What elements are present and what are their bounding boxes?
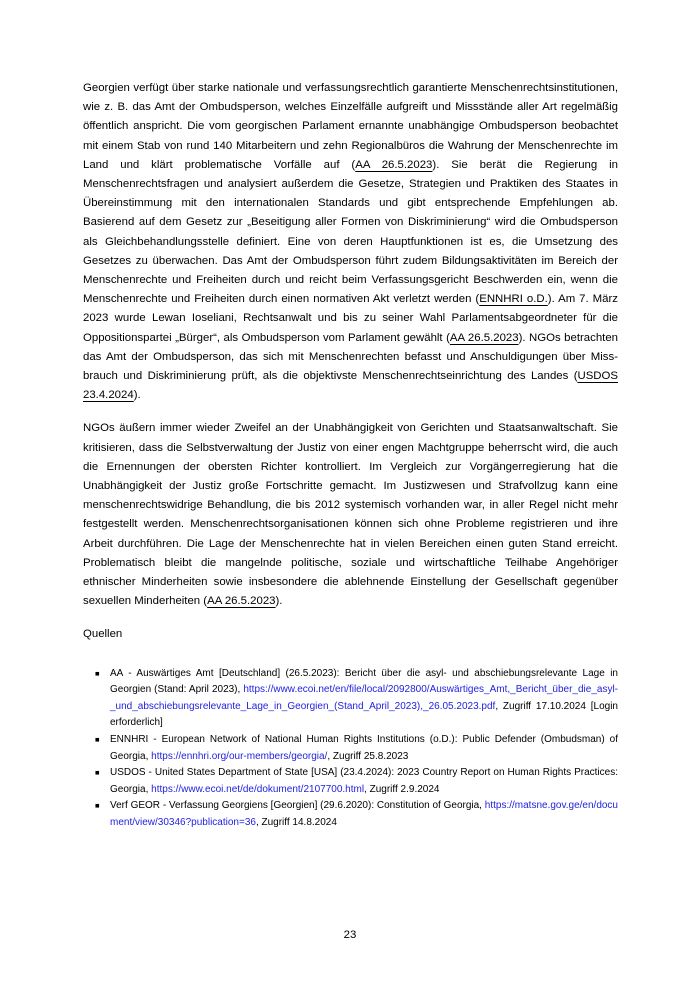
text-run: , Zugriff 25.8.2023 — [327, 750, 409, 762]
citation-link[interactable]: ENNHRI o.D. — [479, 293, 548, 306]
text-run: ). — [275, 595, 283, 608]
source-text — [110, 668, 618, 729]
text-run: ). — [133, 389, 141, 402]
text-run: , Zugriff 17.10.2024 [Login erforderlich] — [110, 700, 618, 729]
page-content — [83, 79, 618, 832]
text-run: AA - Auswärtiges Amt [Deutschland] (26.5.2023): Bericht über die asyl- und abschiebungsrelevante Lage in Georgien (Stand: April 2023), — [110, 667, 618, 696]
text-run: Verf GEOR - Verfassung Georgiens [Georgien] (29.6.2020): Constitution of Georgia, — [110, 800, 485, 812]
citation-link[interactable]: USDOS 23.4.2024 — [83, 370, 618, 402]
external-link[interactable]: https://www.ecoi.net/de/dokument/2107700.html — [151, 783, 365, 795]
sources-heading: Quellen — [83, 628, 123, 641]
source-item-aa — [83, 666, 618, 732]
bullet-square-icon: ■ — [95, 801, 100, 811]
text-run: ). Sie berät die Regierung in Menschenrechtsfragen und analysiert außerdem die Gesetze, Strategien und Praktiken des Staates in Übereinstimmung mit den internationalen Standards und gibt entsprechende Empfehlungen ab. Basierend auf dem Gesetz zur „Beseitigung aller Formen von Diskriminierung“ wird die Ombudsperson als Gleichbehandlungsstelle definiert. Eine von deren Hauptfunktionen ist es, die Umsetzung des Gesetzes zu überwachen. Das Amt der Ombudsperson führt zudem Bildungsaktivitäten im Bereich der Menschenrechte und Freiheiten durch und reicht beim Verfassungsgericht Beschwerden ein, wenn die Menschenrechte und Freiheiten durch einen normativen Akt verletzt werden ( — [83, 158, 619, 306]
citation-link[interactable]: AA 26.5.2023 — [355, 158, 433, 171]
source-text — [110, 800, 618, 828]
text-run: Georgien verfügt über starke nationale und verfassungsrechtlich garantierte Menschenrechtsinstitutionen, wie z. B. das Amt der Ombudsperson, welches Einzelfälle aufgreift und Missstände aller Art regelmäßig öffentlich anspricht. Die vom georgischen Parlament ernannte unabhängige Ombudsperson beobachtet mit einem Stab von rund 140 Mitarbeitern und zehn Regionalbüros die Wahrung der Menschenrechte im Land und klärt problematische Vorfälle auf ( — [83, 82, 618, 171]
source-item-ennhri — [83, 732, 618, 765]
text-run: NGOs äußern immer wieder Zweifel an der Unabhängigkeit von Gerichten und Staatsanwaltschaft. Sie kritisieren, dass die Selbstverwaltung der Justiz von einer engen Machtgruppe beherrscht wird, die auch die Ernennungen der obersten Richter kontrolliert. Im Vergleich zur Vorgängerregierung hat die Unabhängigkeit der Justiz große Fortschritte gemacht. Im Justizwesen und Strafvollzug kann eine menschenrechtswidrige Behandlung, die bis 2012 systemisch vorhanden war, in aller Regel nicht mehr festgestellt werden. Menschenrechtsorganisationen können sich ohne Probleme registrieren und ihre Arbeit durchführen. Die Lage der Menschenrechte hat in vielen Bereichen einen guten Stand erreicht. Problematisch bleibt die mangelnde politische, soziale und wirtschaftliche Teilhabe Angehöriger ethnischer Minderheiten sowie insbesondere die ablehnende Einstellung der Gesellschaft gegenüber sexuellen Minderheiten ( — [83, 422, 618, 608]
citation-link[interactable]: AA 26.5.2023 — [449, 331, 519, 344]
source-text — [110, 734, 618, 762]
paragraph-judiciary-independence — [83, 419, 618, 611]
text-run: ). Am 7. März 2023 wurde Lewan Ioseliani, Rechtsanwalt und bis zu seiner Wahl Parlamentsabgeordneter für die Oppositionspartei „Bürger“, als Ombudsperson vom Parlament gewählt ( — [83, 293, 618, 344]
sources-list — [83, 666, 618, 832]
bullet-square-icon: ■ — [95, 768, 100, 778]
paragraph-human-rights-institutions — [83, 79, 618, 405]
citation-link[interactable]: AA 26.5.2023 — [207, 595, 276, 608]
source-text — [110, 767, 618, 795]
source-item-verf-geor — [83, 798, 618, 831]
page-number: 23 — [343, 929, 357, 941]
text-run: USDOS - United States Department of State [USA] (23.4.2024): 2023 Country Report on Human Rights Practices: Georgia, — [110, 767, 618, 795]
external-link[interactable]: https://www.ecoi.net/en/file/local/2092800/Auswärtiges_Amt,_Bericht_über_die_asyl-_und_abschiebungsrelevante_Lage_in_Georgien_(Stand_April_2023),_26.05.2023.pdf — [110, 684, 618, 712]
external-link[interactable]: https://ennhri.org/our-members/georgia/ — [151, 750, 328, 762]
bullet-square-icon: ■ — [95, 668, 100, 678]
bullet-square-icon: ■ — [95, 735, 100, 745]
text-run: ENNHRI - European Network of National Human Rights Institutions (o.D.): Public Defender (Ombudsman) of Georgia, — [110, 734, 618, 762]
external-link[interactable]: https://matsne.gov.ge/en/document/view/30346?publication=36 — [110, 800, 618, 829]
text-run: ). NGOs betrachten das Amt der Ombudsperson, das sich mit Menschenrechten befasst und Anschuldigungen über Missbrauch und Diskriminierung prüft, als die objektivste Menschenrechtseinrichtung des Landes ( — [83, 331, 618, 383]
source-item-usdos — [83, 765, 618, 798]
text-run: , Zugriff 2.9.2024 — [364, 783, 440, 795]
text-run: , Zugriff 14.8.2024 — [255, 817, 337, 829]
